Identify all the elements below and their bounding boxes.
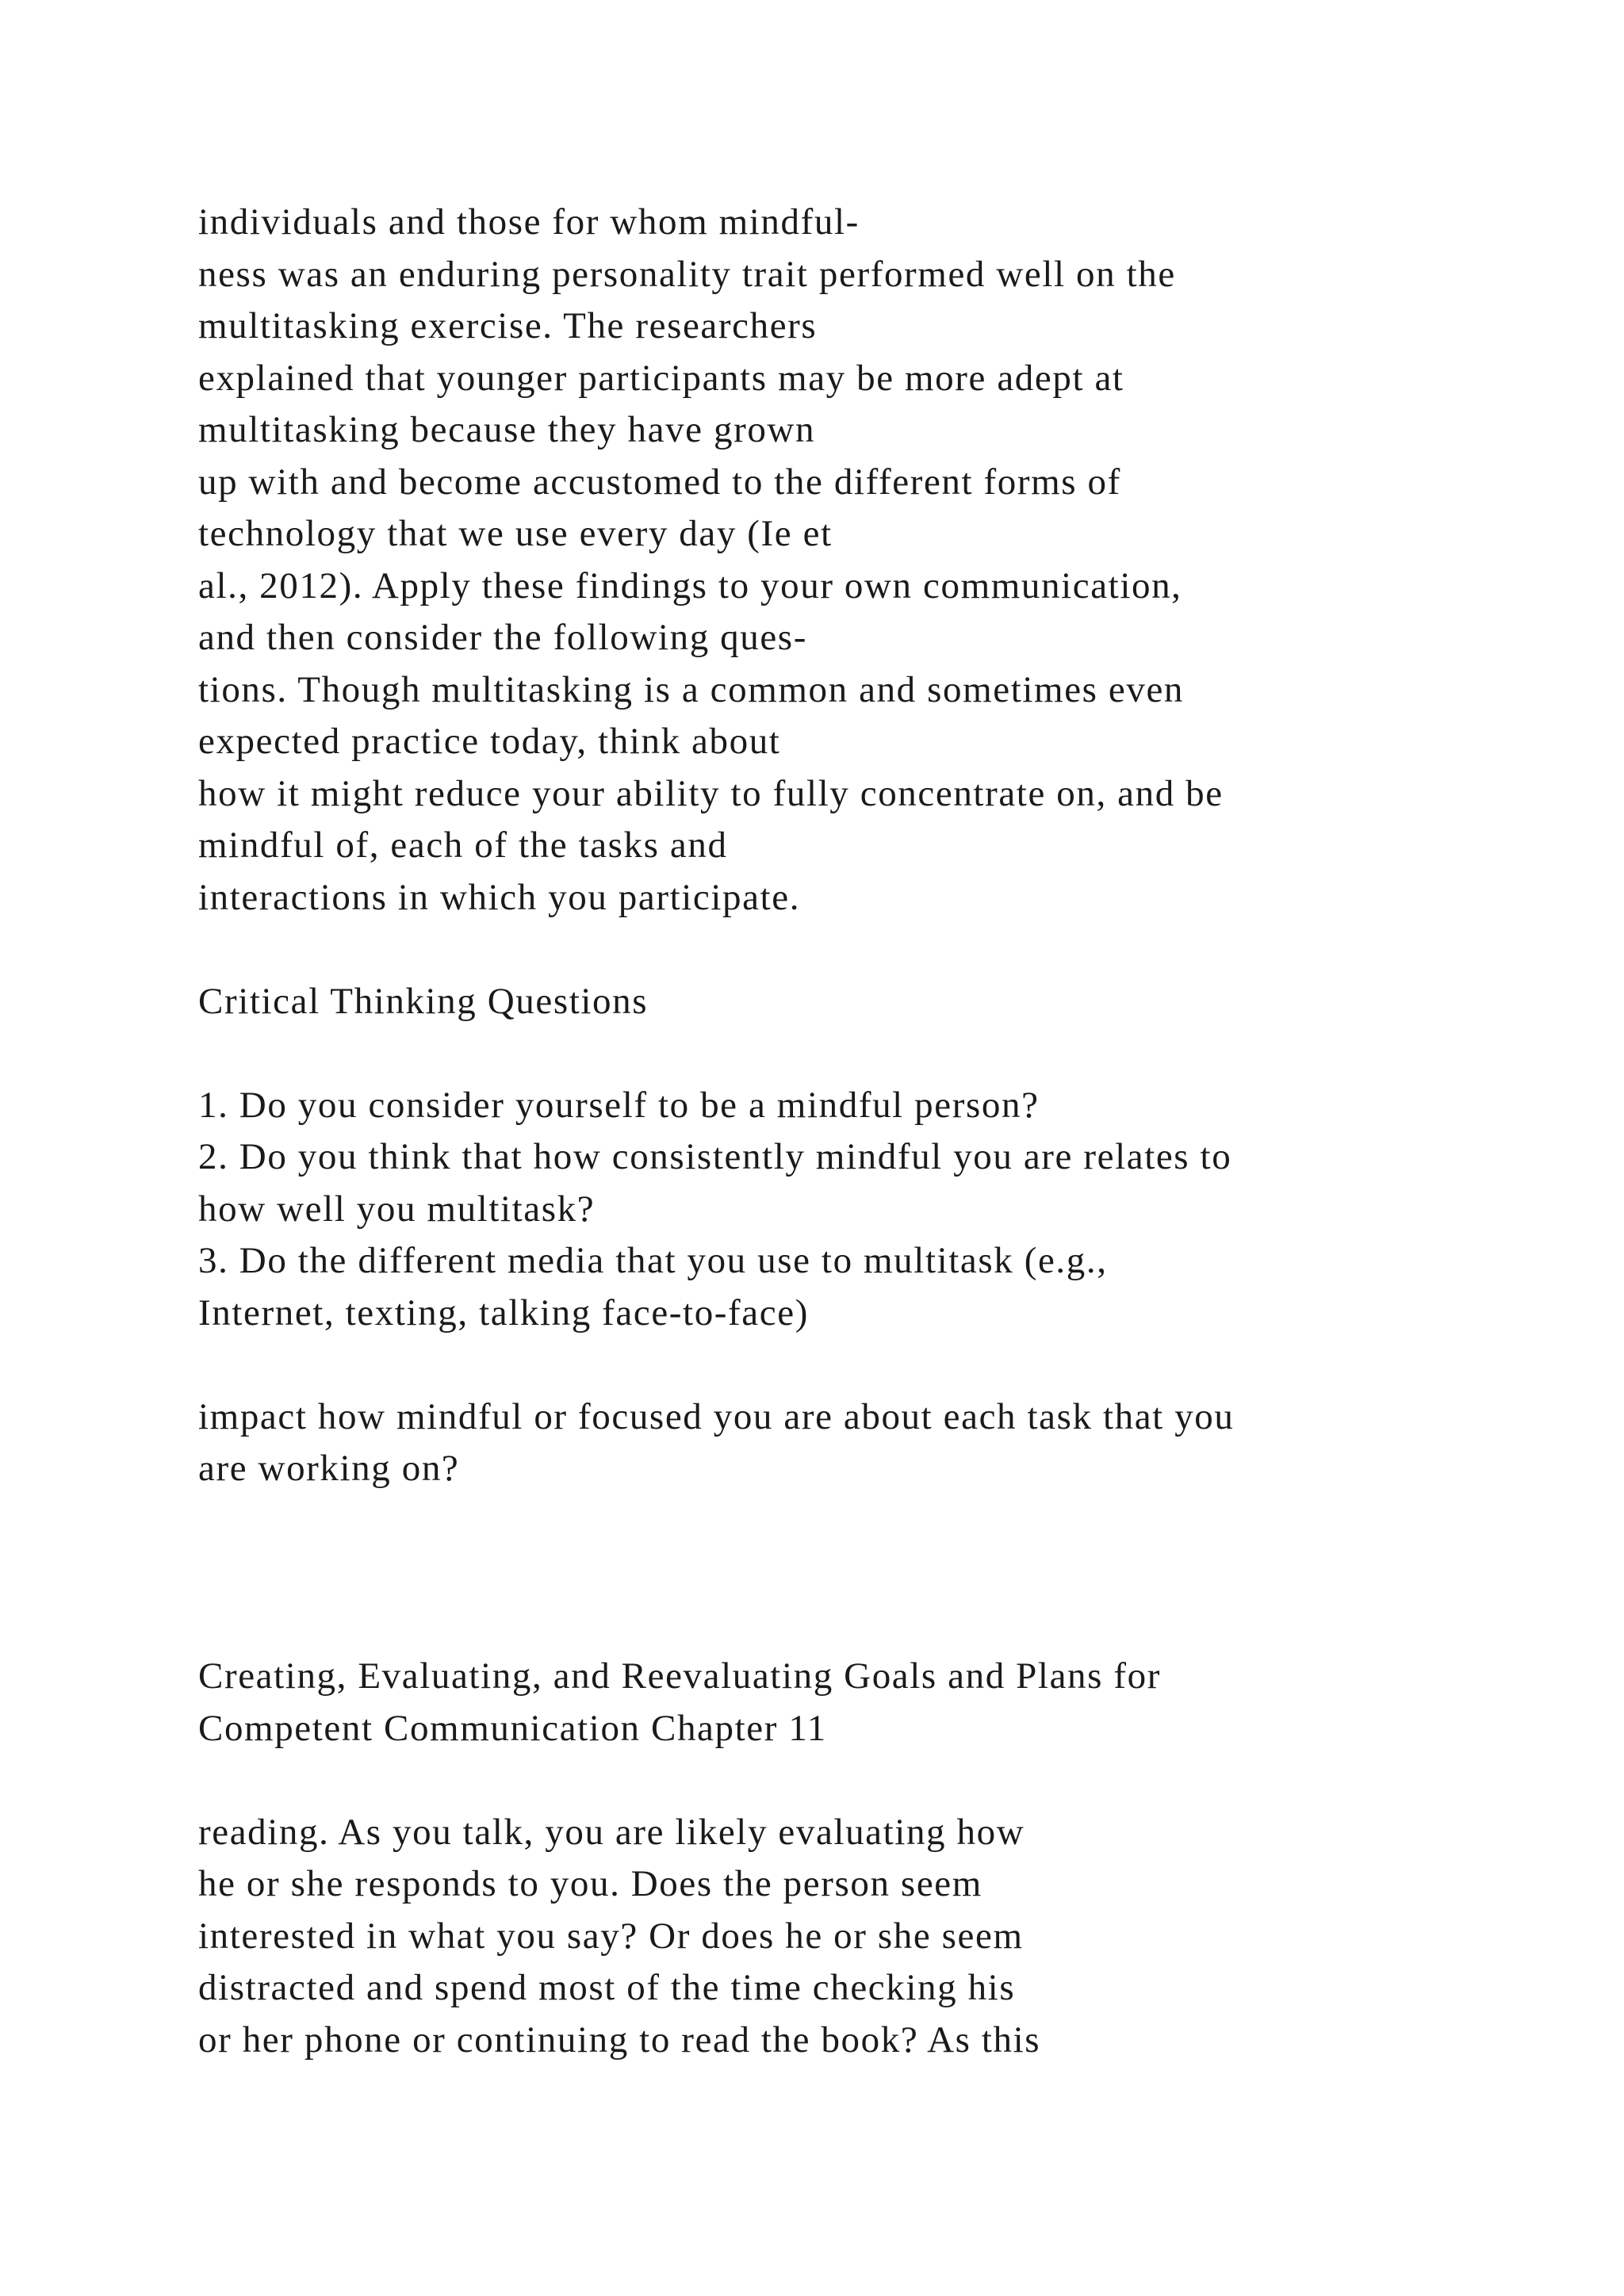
body-paragraph-multitasking — [198, 197, 1562, 924]
paragraph-spacer — [198, 1027, 1562, 1080]
text-line: and then consider the following ques- — [198, 617, 807, 658]
question-line: 2. Do you think that how consistently mindful you are relates to — [198, 1136, 1232, 1177]
paragraph-spacer — [198, 1339, 1562, 1391]
running-header — [198, 1651, 1562, 1755]
text-line: mindful of, each of the tasks and — [198, 825, 728, 866]
text-line: ness was an enduring personality trait performed well on the — [198, 253, 1176, 295]
question-line: Internet, texting, talking face-to-face) — [198, 1292, 809, 1334]
text-line: up with and become accustomed to the different forms of — [198, 461, 1121, 503]
document-text — [198, 197, 1562, 2066]
question-line: 3. Do the different media that you use to multitask (e.g., — [198, 1240, 1108, 1281]
text-line: reading. As you talk, you are likely evaluating how — [198, 1811, 1025, 1853]
text-line: individuals and those for whom mindful- — [198, 201, 860, 243]
text-line: technology that we use every day (Ie et — [198, 513, 833, 554]
text-line: distracted and spend most of the time checking his — [198, 1967, 1016, 2008]
questions-heading: Critical Thinking Questions — [198, 980, 649, 1022]
question-line: 1. Do you consider yourself to be a mindful person? — [198, 1084, 1040, 1126]
text-line: multitasking because they have grown — [198, 409, 816, 450]
text-line: how it might reduce your ability to fully concentrate on, and be — [198, 772, 1224, 814]
running-header-line: Creating, Evaluating, and Reevaluating Goals and Plans for — [198, 1655, 1161, 1697]
question-continuation — [198, 1391, 1562, 1495]
running-header-line: Competent Communication Chapter 11 — [198, 1707, 827, 1749]
paragraph-spacer — [198, 924, 1562, 976]
text-line: or her phone or continuing to read the book? As this — [198, 2019, 1041, 2061]
questions-list — [198, 1080, 1562, 1340]
text-line: expected practice today, think about — [198, 721, 781, 762]
text-line: multitasking exercise. The researchers — [198, 305, 818, 346]
text-line: interactions in which you participate. — [198, 876, 801, 918]
question-line: how well you multitask? — [198, 1188, 596, 1230]
question-line: are working on? — [198, 1448, 460, 1489]
section-spacer — [198, 1495, 1562, 1651]
text-line: al., 2012). Apply these findings to your own communication, — [198, 564, 1182, 607]
text-line: tions. Though multitasking is a common and sometimes even — [198, 668, 1185, 710]
body-paragraph-reading — [198, 1807, 1562, 2067]
text-line: explained that younger participants may be more adept at — [198, 357, 1124, 399]
text-line: interested in what you say? Or does he or she seem — [198, 1915, 1024, 1957]
text-line: he or she responds to you. Does the person seem — [198, 1863, 982, 1904]
paragraph-spacer — [198, 1755, 1562, 1807]
question-line: impact how mindful or focused you are about each task that you — [198, 1395, 1235, 1437]
